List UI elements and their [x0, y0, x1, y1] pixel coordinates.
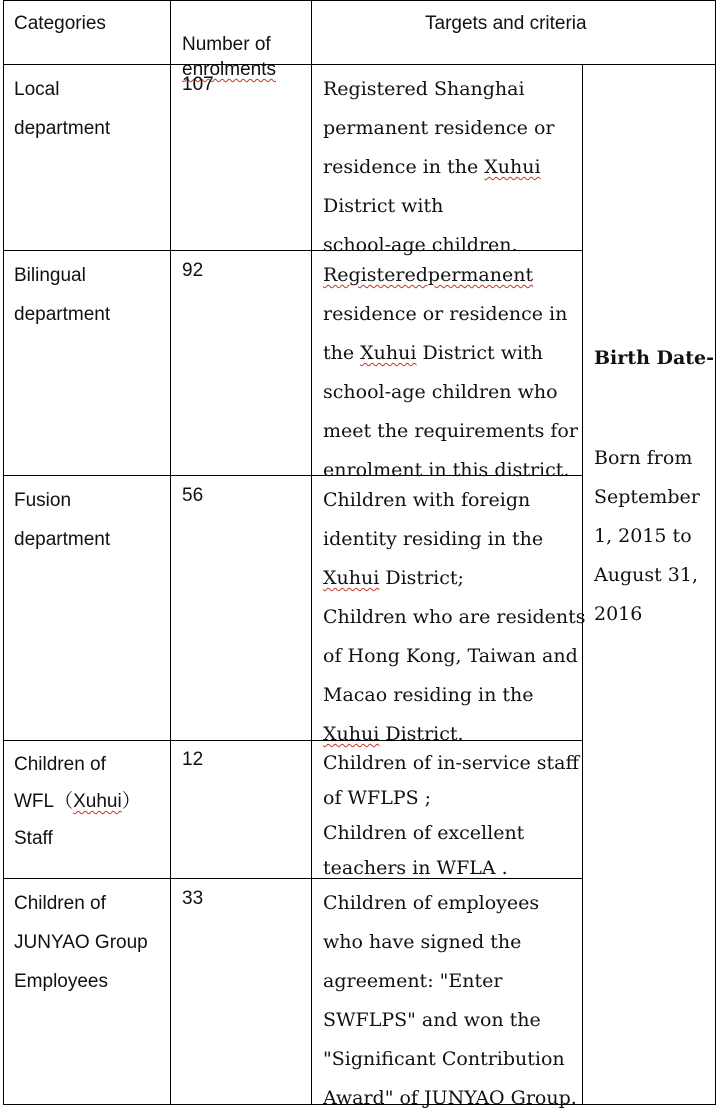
- row-wfl-staff-category: Children of WFL（Xuhui） Staff: [14, 754, 141, 849]
- row-fusion-count: 56: [182, 485, 204, 506]
- squiggle-xuhui: Xuhui: [323, 567, 380, 589]
- row-fusion-criteria: Children with foreign identity residing in the Xuhui District; Children who are residents of Hong Kong, Taiwan and Macao residing in the Xuhui District.: [323, 489, 586, 745]
- row-bilingual-criteria-last: enrolment in this district.: [323, 459, 570, 481]
- header-number-line2: enrolments: [182, 59, 276, 80]
- row-fusion-category: Fusion department: [14, 490, 111, 550]
- row-wfl-staff-count: 12: [182, 749, 204, 770]
- row-local-criteria: Registered Shanghai permanent residence or residence in the Xuhui District with school-age children.: [323, 78, 555, 256]
- column-divider: [170, 0, 171, 1105]
- squiggle-xuhui: Xuhui: [73, 791, 122, 812]
- header-categories: Categories: [14, 13, 106, 34]
- birth-date-range: Born from September 1, 2015 to August 31, 2016: [594, 447, 700, 625]
- header-row-divider: [3, 64, 716, 65]
- column-divider: [311, 0, 312, 1105]
- header-targets-and-criteria: Targets and criteria: [425, 13, 587, 34]
- squiggle-registeredpermanent: Registeredpermanent: [323, 264, 534, 286]
- table-border-right: [715, 0, 716, 1105]
- row-bilingual-count: 92: [182, 260, 204, 281]
- header-number-line1: Number of: [182, 34, 271, 55]
- squiggle-xuhui: Xuhui: [484, 156, 541, 178]
- birth-date-label: Birth Date-: [594, 347, 715, 369]
- squiggle-xuhui: Xuhui: [360, 342, 417, 364]
- table-border-left: [3, 0, 4, 1105]
- row-local-category: Local department: [14, 79, 111, 139]
- row-bilingual-category: Bilingual department: [14, 265, 111, 325]
- row-junyao-category: Children of JUNYAO Group Employees: [14, 893, 148, 992]
- table-border-top: [3, 0, 716, 1]
- row-wfl-staff-criteria: Children of in-service staff of WFLPS ; Children of excellent teachers in WFLA .: [323, 752, 579, 879]
- row-bilingual-criteria: Registeredpermanent residence or residence in the Xuhui District with school-age children who meet the requirements for enrolment in this district.: [323, 264, 578, 481]
- row-junyao-count: 33: [182, 888, 204, 909]
- row-local-count: 107: [182, 74, 214, 95]
- row-junyao-criteria: Children of employees who have signed the agreement: "Enter SWFLPS" and won the "Significant Contribution Award" of JUNYAO Group.: [323, 892, 577, 1109]
- row-local-criteria-last: school-age children.: [323, 234, 518, 256]
- squiggle-xuhui: Xuhui: [323, 723, 380, 745]
